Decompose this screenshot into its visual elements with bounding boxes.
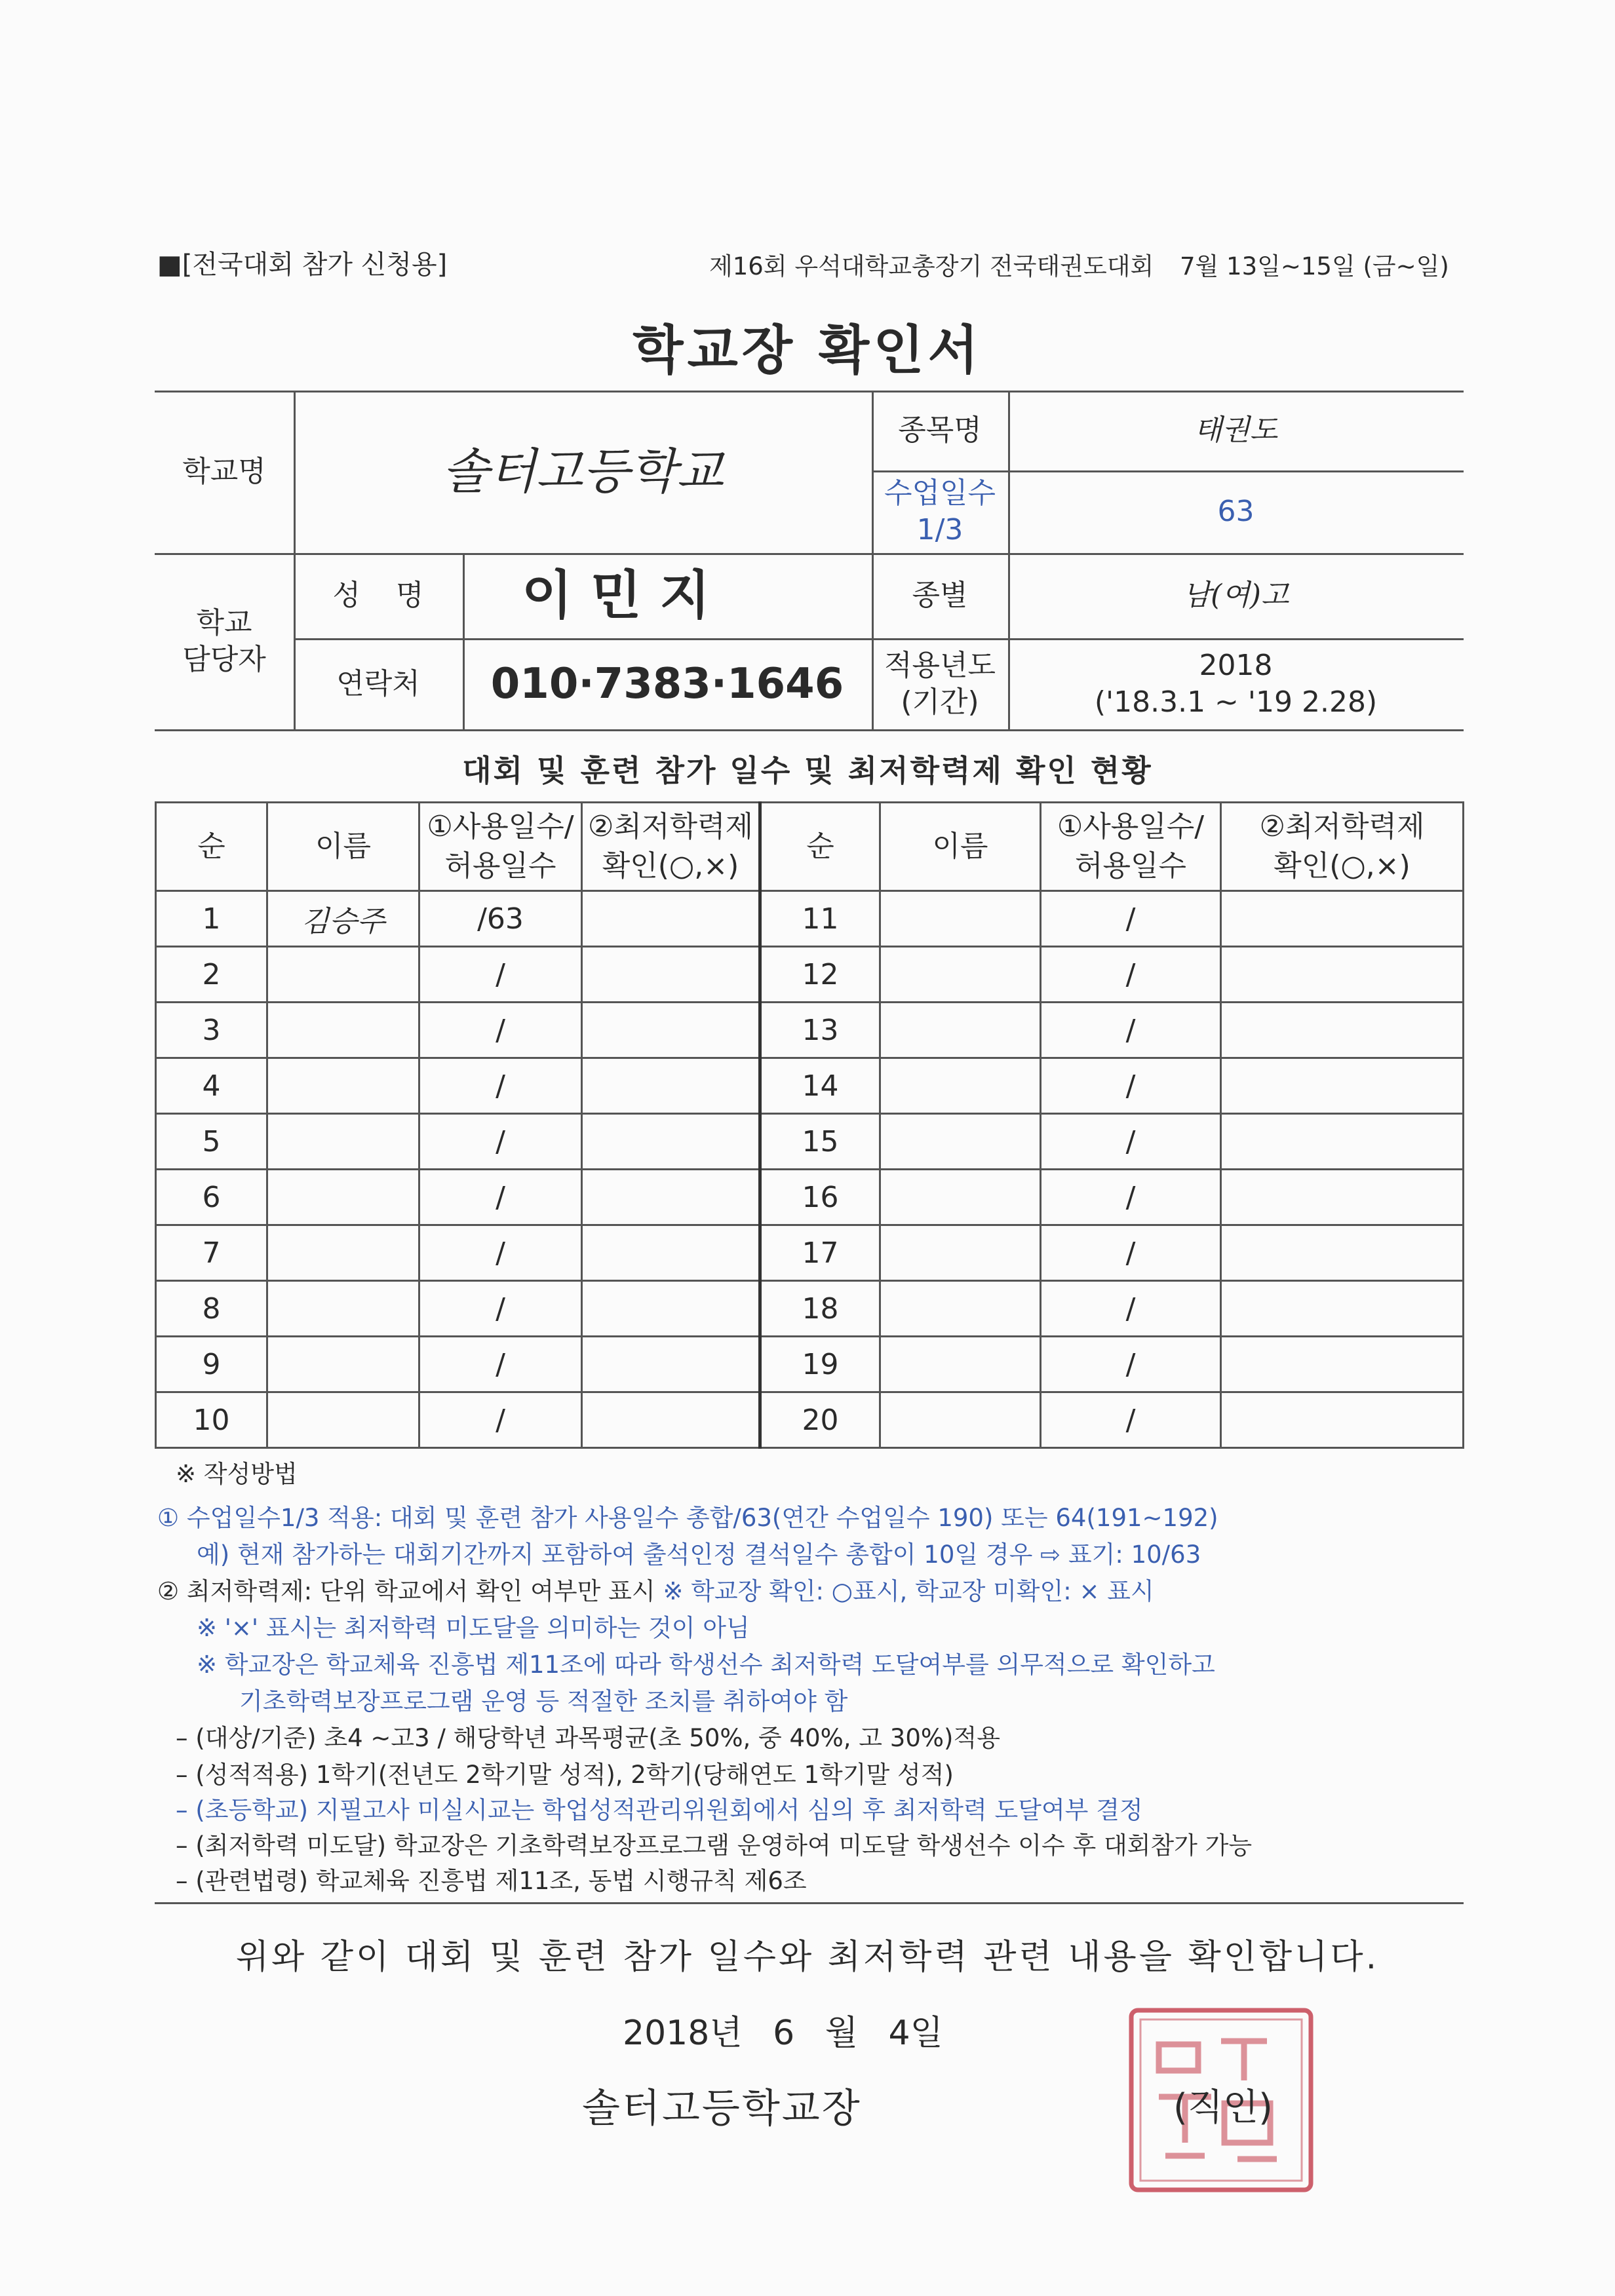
row-days: / <box>419 1114 582 1170</box>
row-no-2: 20 <box>760 1392 880 1448</box>
row-check <box>582 1058 760 1114</box>
row-check <box>582 1003 760 1058</box>
row-days-2: / <box>1041 1225 1221 1281</box>
table-row <box>156 891 1464 947</box>
col-header-check-l1: ②최저학력제 <box>588 810 753 843</box>
row-no: 5 <box>156 1114 267 1170</box>
school-name-value: 솔터고등학교 <box>442 444 724 500</box>
col-header-check-2 <box>1221 803 1464 891</box>
row-no: 7 <box>156 1225 267 1281</box>
row-name-2 <box>880 1114 1041 1170</box>
note-2a-suffix: ※ 학교장 확인: ○표시, 학교장 미확인: × 표시 <box>663 1577 1154 1605</box>
row-name-2 <box>880 1058 1041 1114</box>
col-header-no: 순 <box>156 803 267 891</box>
row-days-2: / <box>1041 947 1221 1003</box>
row-days-2: / <box>1041 1058 1221 1114</box>
row-check <box>582 1392 760 1448</box>
col-header-check-2-l1: ②최저학력제 <box>1259 810 1425 843</box>
row-days-2: / <box>1041 1003 1221 1058</box>
manager-label-line2: 담당자 <box>182 642 266 676</box>
col-header-days-l1: ①사용일수/ <box>427 810 574 843</box>
notes-divider <box>155 1902 1464 1904</box>
year-value-line1: 2018 <box>1199 648 1273 682</box>
row-days-2: / <box>1041 891 1221 947</box>
note-2a-prefix: ② 최저학력제: 단위 학교에서 확인 여부만 표시 <box>157 1577 655 1605</box>
row-check-2 <box>1221 891 1464 947</box>
table-row <box>156 1170 1464 1225</box>
row-no-2: 19 <box>760 1337 880 1392</box>
date-year: 2018년 <box>623 2014 743 2053</box>
row-no-2: 17 <box>760 1225 880 1281</box>
row-days: / <box>419 1058 582 1114</box>
sport-label: 종목명 <box>898 413 982 447</box>
manager-label <box>155 553 294 729</box>
row-no: 9 <box>156 1337 267 1392</box>
row-name-2 <box>880 1337 1041 1392</box>
row-check <box>582 1337 760 1392</box>
row-no-2: 16 <box>760 1170 880 1225</box>
row-check <box>582 1225 760 1281</box>
sport-value: 태권도 <box>1194 413 1278 447</box>
row-check <box>582 1114 760 1170</box>
class-days-label-line1: 수업일수 <box>884 476 996 510</box>
note-2d: 기초학력보장프로그램 운영 등 적절한 조치를 취하여야 함 <box>239 1687 848 1715</box>
row-no: 1 <box>156 891 267 947</box>
row-no: 8 <box>156 1281 267 1337</box>
row-check-2 <box>1221 1058 1464 1114</box>
note-2b: ※ '×' 표시는 최저학력 미도달을 의미하는 것이 아님 <box>197 1614 750 1642</box>
note-line-4: – (최저학력 미도달) 학교장은 기초학력보장프로그램 운영하여 미도달 학생선수 이수 후 대회참가 가능 <box>176 1831 1253 1860</box>
row-check-2 <box>1221 1281 1464 1337</box>
row-days: / <box>419 1337 582 1392</box>
page-title: 학교장 확인서 <box>632 320 983 381</box>
col-header-name-2: 이름 <box>880 803 1041 891</box>
row-name <box>267 1225 419 1281</box>
row-days-2: / <box>1041 1392 1221 1448</box>
row-name-2 <box>880 1003 1041 1058</box>
row-days-2: / <box>1041 1170 1221 1225</box>
col-header-check <box>582 803 760 891</box>
date-month: 6 월 <box>773 2014 858 2053</box>
table-row <box>156 1225 1464 1281</box>
gender-value: 남(여)고 <box>1182 579 1289 612</box>
class-days-label-line2: 1/3 <box>916 513 963 546</box>
year-label-line1: 적용년도 <box>884 648 996 682</box>
row-name-2 <box>880 891 1041 947</box>
col-header-no-2: 순 <box>760 803 880 891</box>
row-no-2: 18 <box>760 1281 880 1337</box>
row-no: 4 <box>156 1058 267 1114</box>
contact-label: 연락처 <box>336 666 420 700</box>
row-name <box>267 1281 419 1337</box>
row-check-2 <box>1221 1225 1464 1281</box>
note-line-5: – (관련법령) 학교체육 진흥법 제11조, 동법 시행규칙 제6조 <box>176 1867 807 1895</box>
note-2c: ※ 학교장은 학교체육 진흥법 제11조에 따라 학생선수 최저학력 도달여부를 의무적으로 확인하고 <box>197 1651 1215 1679</box>
table-row <box>156 1392 1464 1448</box>
year-value <box>1008 638 1464 729</box>
row-name <box>267 1392 419 1448</box>
row-name-2 <box>880 1392 1041 1448</box>
row-check <box>582 891 760 947</box>
row-check <box>582 1281 760 1337</box>
note-line-1: – (대상/기준) 초4 ~고3 / 해당학년 과목평균(초 50%, 중 40%, 고 30%)적용 <box>176 1724 1000 1752</box>
note-line-3: – (초등학교) 지필고사 미실시교는 학업성적관리위원회에서 심의 후 최저학력 도달여부 결정 <box>176 1796 1143 1824</box>
col-header-days-2-l2: 허용일수 <box>1074 849 1186 883</box>
row-days: / <box>419 1170 582 1225</box>
manager-label-line1: 학교 <box>196 605 252 640</box>
name-value: 이 민 지 <box>522 565 710 626</box>
notes-heading: ※ 작성방법 <box>176 1460 298 1488</box>
table-row <box>156 1337 1464 1392</box>
row-no-2: 15 <box>760 1114 880 1170</box>
table-row <box>156 1058 1464 1114</box>
signer-name: 솔터고등학교장 <box>582 2086 862 2132</box>
row-days-2: / <box>1041 1114 1221 1170</box>
year-label-line2: (기간) <box>901 685 979 719</box>
date-day: 4일 <box>888 2014 943 2053</box>
row-check-2 <box>1221 1114 1464 1170</box>
table-header-row <box>156 803 1464 891</box>
row-days: / <box>419 1225 582 1281</box>
gender-label: 종별 <box>912 579 968 612</box>
row-name <box>267 1170 419 1225</box>
note-line-2: – (성적적용) 1학기(전년도 2학기말 성적), 2학기(당해연도 1학기말 성적) <box>176 1761 954 1789</box>
row-days: / <box>419 1003 582 1058</box>
row-check <box>582 947 760 1003</box>
row-name <box>267 1337 419 1392</box>
row-no: 2 <box>156 947 267 1003</box>
seal-label: (직인) <box>1173 2086 1273 2129</box>
row-check <box>582 1170 760 1225</box>
class-days-value: 63 <box>1217 495 1255 528</box>
row-name-2 <box>880 1281 1041 1337</box>
row-days: / <box>419 1281 582 1337</box>
note-1b: 예) 현재 참가하는 대회기간까지 포함하여 출석인정 결석일수 총합이 10일 경우 ⇨ 표기: 10/63 <box>197 1540 1201 1569</box>
event-name: 제16회 우석대학교총장기 전국태권도대회 <box>709 252 1154 280</box>
section-title: 대회 및 훈련 참가 일수 및 최저학력제 확인 현황 <box>462 753 1153 788</box>
table-row <box>156 1003 1464 1058</box>
form-type: ■[전국대회 참가 신청용] <box>157 250 448 280</box>
contact-value: 010·7383·1646 <box>490 659 844 708</box>
col-header-days-2 <box>1041 803 1221 891</box>
table-row <box>156 1281 1464 1337</box>
row-check-2 <box>1221 947 1464 1003</box>
row-check-2 <box>1221 1003 1464 1058</box>
row-name <box>267 1058 419 1114</box>
year-value-line2: ('18.3.1 ~ '19 2.28) <box>1094 685 1378 719</box>
row-no: 3 <box>156 1003 267 1058</box>
row-days-2: / <box>1041 1337 1221 1392</box>
row-days: / <box>419 947 582 1003</box>
row-check-2 <box>1221 1392 1464 1448</box>
row-name <box>267 947 419 1003</box>
event-dates: 7월 13일~15일 (금~일) <box>1180 252 1449 280</box>
row-name: 김승주 <box>267 891 419 947</box>
row-days: /63 <box>419 891 582 947</box>
row-no: 6 <box>156 1170 267 1225</box>
col-header-check-l2: 확인(○,×) <box>602 849 739 883</box>
row-no-2: 14 <box>760 1058 880 1114</box>
note-1a: ① 수업일수1/3 적용: 대회 및 훈련 참가 사용일수 총합/63(연간 수업일수 190) 또는 64(191~192) <box>157 1504 1218 1532</box>
row-name-2 <box>880 1170 1041 1225</box>
class-days-label <box>872 470 1008 553</box>
row-days-2: / <box>1041 1281 1221 1337</box>
col-header-days <box>419 803 582 891</box>
col-header-days-2-l1: ①사용일수/ <box>1057 810 1205 843</box>
row-no-2: 13 <box>760 1003 880 1058</box>
row-no: 10 <box>156 1392 267 1448</box>
confirm-text: 위와 같이 대회 및 훈련 참가 일수와 최저학력 관련 내용을 확인합니다. <box>235 1938 1380 1977</box>
confirm-date <box>623 2005 943 2054</box>
row-days: / <box>419 1392 582 1448</box>
row-name-2 <box>880 947 1041 1003</box>
year-label <box>872 638 1008 729</box>
table-row <box>156 1114 1464 1170</box>
row-name <box>267 1114 419 1170</box>
note-2a <box>157 1575 1154 1609</box>
row-name-2 <box>880 1225 1041 1281</box>
participation-table <box>155 801 1464 1449</box>
col-header-name: 이름 <box>267 803 419 891</box>
col-header-check-2-l2: 확인(○,×) <box>1274 849 1411 883</box>
school-name-label: 학교명 <box>182 455 266 488</box>
name-label: 성 명 <box>332 579 424 612</box>
row-name <box>267 1003 419 1058</box>
row-no-2: 11 <box>760 891 880 947</box>
table-row <box>156 947 1464 1003</box>
col-header-days-l2: 허용일수 <box>444 849 556 883</box>
row-check-2 <box>1221 1170 1464 1225</box>
row-no-2: 12 <box>760 947 880 1003</box>
row-check-2 <box>1221 1337 1464 1392</box>
